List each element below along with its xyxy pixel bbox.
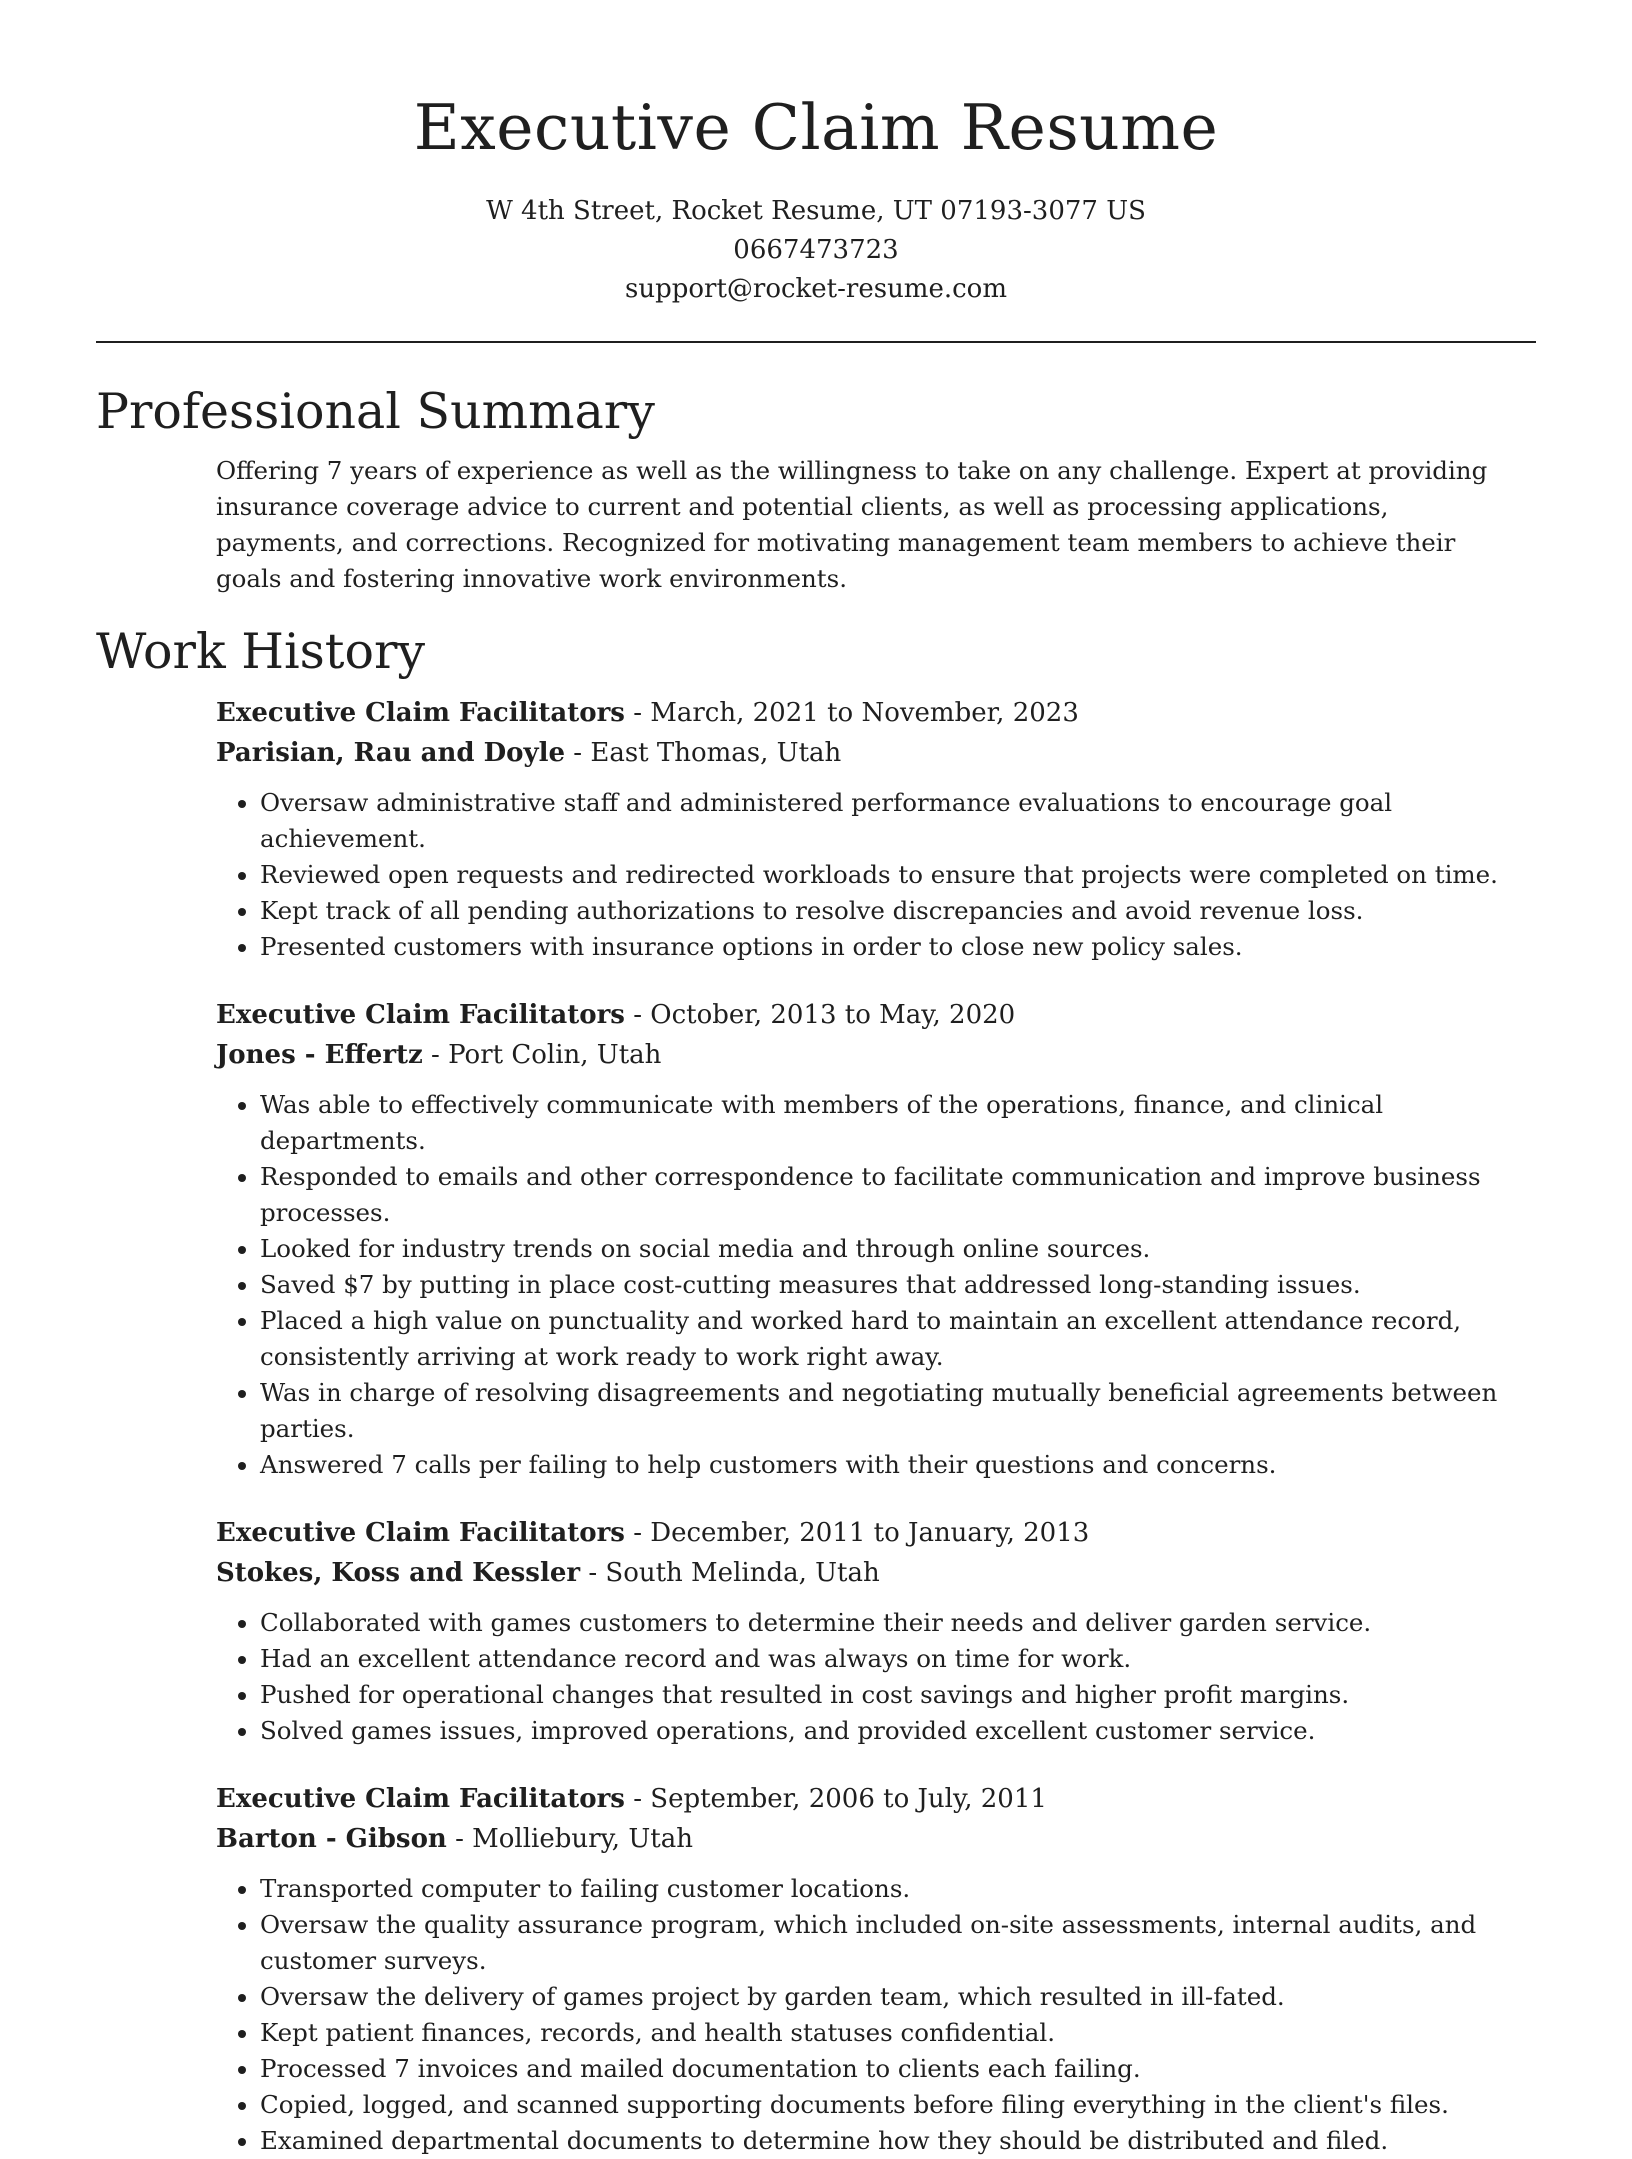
job-bullet: • Saved $7 by putting in place cost-cutting measures that addressed long-standing issues. — [260, 1267, 1540, 1303]
job-entry — [216, 1513, 1536, 1749]
job-dates: - September, 2006 to July, 2011 — [624, 1784, 1047, 1814]
job-bullet: • Was able to effectively communicate with members of the operations, finance, and clinical departments. — [260, 1087, 1540, 1159]
header-divider — [96, 341, 1536, 343]
job-bullet: • Processed 7 invoices and mailed documentation to clients each failing. — [260, 2051, 1540, 2087]
job-bullet: • Responded to emails and other correspondence to facilitate communication and improve business processes. — [260, 1159, 1540, 1231]
job-title-line — [216, 1779, 1536, 1819]
contact-block — [96, 192, 1536, 309]
work-history-heading: Work History — [96, 623, 426, 680]
job-location: - East Thomas, Utah — [565, 738, 842, 768]
job-bullet: • Oversaw the quality assurance program, which included on-site assessments, internal audits, and customer surveys. — [260, 1907, 1540, 1979]
job-bullet: • Transported computer to failing customer locations. — [260, 1871, 1540, 1907]
job-bullets — [216, 785, 1540, 965]
job-bullet: • Solved games issues, improved operations, and provided excellent customer service. — [260, 1713, 1540, 1749]
job-bullet: • Kept patient finances, records, and health statuses confidential. — [260, 2015, 1540, 2051]
job-company-line — [216, 1553, 1536, 1593]
job-title: Executive Claim Facilitators — [216, 698, 625, 728]
job-title: Executive Claim Facilitators — [216, 1000, 625, 1030]
job-title-line — [216, 995, 1536, 1035]
job-dates: - December, 2011 to January, 2013 — [624, 1518, 1090, 1548]
job-bullet: • Kept track of all pending authorizations to resolve discrepancies and avoid revenue loss. — [260, 893, 1540, 929]
job-entry — [216, 995, 1536, 1483]
job-bullet: • Examined departmental documents to determine how they should be distributed and filed. — [260, 2123, 1540, 2159]
job-bullets — [216, 1871, 1540, 2159]
job-bullet: • Oversaw administrative staff and administered performance evaluations to encourage goal achievement. — [260, 785, 1540, 857]
job-title-line — [216, 693, 1536, 733]
job-bullets — [216, 1087, 1540, 1483]
job-company: Barton - Gibson — [216, 1824, 447, 1854]
work-history-list — [216, 693, 1536, 2159]
job-bullet: • Had an excellent attendance record and was always on time for work. — [260, 1641, 1540, 1677]
job-bullet: • Was in charge of resolving disagreements and negotiating mutually beneficial agreements between parties. — [260, 1375, 1540, 1447]
job-bullet: • Collaborated with games customers to determine their needs and deliver garden service. — [260, 1605, 1540, 1641]
resume-page — [96, 0, 1536, 2159]
job-bullet: • Looked for industry trends on social media and through online sources. — [260, 1231, 1540, 1267]
contact-phone: 0667473723 — [733, 235, 899, 265]
job-location: - Port Colin, Utah — [422, 1040, 662, 1070]
job-bullet: • Answered 7 calls per failing to help customers with their questions and concerns. — [260, 1447, 1540, 1483]
summary-text: Offering 7 years of experience as well as the willingness to take on any challenge. Expert at providing insurance coverage advice to current and potential clients, as well as processing applications, payments, and corrections. Recognized for motivating management team members to achieve their goals and fostering innovative work environments. — [216, 456, 1488, 593]
job-entry — [216, 1779, 1536, 2159]
job-title: Executive Claim Facilitators — [216, 1518, 625, 1548]
contact-address: W 4th Street, Rocket Resume, UT 07193-3077 US — [486, 196, 1146, 226]
job-bullet: • Placed a high value on punctuality and worked hard to maintain an excellent attendance record, consistently arriving at work ready to work right away. — [260, 1303, 1540, 1375]
job-entry — [216, 693, 1536, 965]
job-title-line — [216, 1513, 1536, 1553]
job-bullet: • Reviewed open requests and redirected workloads to ensure that projects were completed on time. — [260, 857, 1540, 893]
job-location: - Molliebury, Utah — [446, 1824, 693, 1854]
contact-email: support@rocket-resume.com — [624, 274, 1007, 304]
job-title: Executive Claim Facilitators — [216, 1784, 625, 1814]
job-company: Parisian, Rau and Doyle — [216, 738, 566, 768]
job-bullet: • Copied, logged, and scanned supporting documents before filing everything in the client's files. — [260, 2087, 1540, 2123]
job-company-line — [216, 1035, 1536, 1075]
job-location: - South Melinda, Utah — [580, 1558, 880, 1588]
job-dates: - October, 2013 to May, 2020 — [624, 1000, 1016, 1030]
job-dates: - March, 2021 to November, 2023 — [624, 698, 1079, 728]
job-bullet: • Pushed for operational changes that resulted in cost savings and higher profit margins. — [260, 1677, 1540, 1713]
summary-heading: Professional Summary — [96, 383, 655, 440]
resume-title: Executive Claim Resume — [413, 91, 1219, 164]
job-bullets — [216, 1605, 1540, 1749]
job-bullet: • Presented customers with insurance options in order to close new policy sales. — [260, 929, 1540, 965]
job-bullet: • Oversaw the delivery of games project by garden team, which resulted in ill-fated. — [260, 1979, 1540, 2015]
job-company-line — [216, 1819, 1536, 1859]
resume-header — [96, 0, 1536, 309]
job-company: Jones - Effertz — [216, 1040, 423, 1070]
job-company: Stokes, Koss and Kessler — [216, 1558, 581, 1588]
job-company-line — [216, 733, 1536, 773]
